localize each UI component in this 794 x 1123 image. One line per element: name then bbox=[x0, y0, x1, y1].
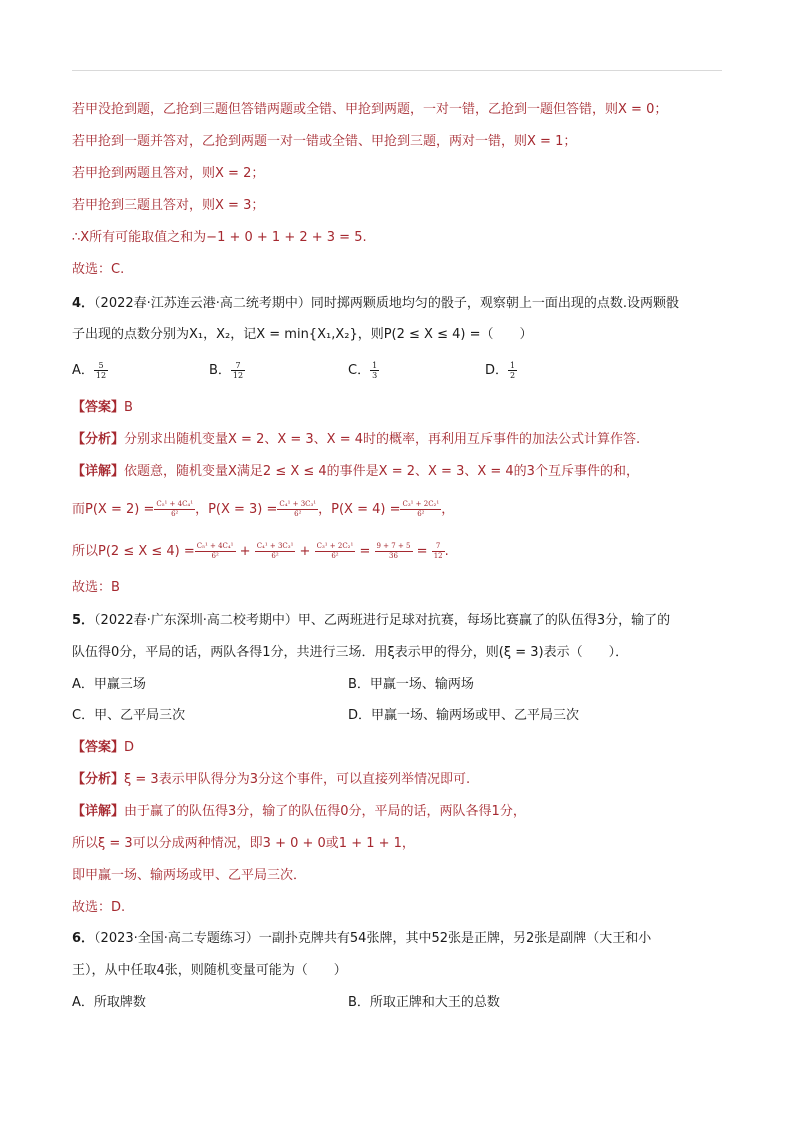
q4-analysis-line bbox=[72, 431, 640, 449]
q4-stem-line-1 bbox=[72, 295, 679, 313]
q5-option-d: D．甲赢一场、输两场或甲、乙平局三次 bbox=[348, 708, 580, 723]
header-rule bbox=[72, 70, 722, 71]
q5-option-c: C．甲、乙平局三次 bbox=[72, 708, 186, 723]
q4-detail-line-1 bbox=[72, 463, 639, 481]
q5-source: （2022春·广东深圳·高二校考期中） bbox=[94, 613, 298, 628]
probability-fraction-2: $\frac{\text{C₄¹ + 3C₃¹}}{\text{6²}}$ bbox=[279, 500, 317, 518]
formula-text: ，P(X = 4) = bbox=[318, 502, 401, 517]
detail-tag: 【详解】 bbox=[72, 804, 125, 819]
result-fraction: $\frac{7}{12}$ bbox=[433, 542, 443, 560]
q5-detail-line-2: 所以ξ = 3可以分成两种情况，即3 + 0 + 0或1 + 1 + 1， bbox=[72, 836, 415, 851]
q3-answer-line: 故选：C. bbox=[72, 262, 125, 277]
option-label: C． bbox=[348, 363, 371, 378]
q4-option-b bbox=[209, 361, 245, 380]
q5-detail-line-3: 即甲赢一场、输两场或甲、乙平局三次． bbox=[72, 868, 307, 883]
q6-option-b: B．所取正牌和大王的总数 bbox=[348, 995, 500, 1010]
q5-stem-1: 甲、乙两班进行足球对抗赛，每场比赛赢了的队伍得3分，输了的 bbox=[297, 613, 671, 628]
q5-stem-line-2: 队伍得0分，平局的话，两队各得1分，共进行三场．用ξ表示甲的得分，则(ξ = 3)表示（ ）． bbox=[72, 645, 629, 660]
answer-tag: 【答案】 bbox=[72, 400, 125, 415]
answer-tag: 【答案】 bbox=[72, 740, 125, 755]
answer-value: B bbox=[124, 400, 133, 415]
analysis-text: 分别求出随机变量X = 2、X = 3、X = 4时的概率，再利用互斥事件的加法公式计算作答. bbox=[124, 432, 641, 447]
option-fraction: $\frac{7}{12}$ bbox=[232, 361, 244, 380]
analysis-tag: 【分析】 bbox=[72, 432, 125, 447]
probability-fraction-1: $\frac{\text{C₅¹ + 4C₄¹}}{\text{6²}}$ bbox=[156, 500, 194, 518]
detail-text: 依题意，随机变量X满足2 ≤ X ≤ 4的事件是X = 2、X = 3、X = 4的3个互斥事件的和， bbox=[124, 464, 639, 479]
sum-fraction: $\frac{9 + 7 + 5}{36}$ bbox=[376, 542, 411, 560]
solution-line-3: 若甲抢到两题且答对，则X = 2； bbox=[72, 166, 265, 181]
answer-value: D bbox=[124, 740, 135, 755]
q5-stem-line-1 bbox=[72, 612, 670, 630]
q4-detail-line-3 bbox=[72, 542, 449, 561]
q6-option-a: A．所取牌数 bbox=[72, 995, 146, 1010]
q6-stem-line-1 bbox=[72, 930, 651, 948]
option-label: B． bbox=[209, 363, 231, 378]
q5-option-a: A．甲赢三场 bbox=[72, 677, 146, 692]
option-fraction: $\frac{1}{3}$ bbox=[372, 361, 378, 380]
detail-text: 由于赢了的队伍得3分，输了的队伍得0分，平局的话，两队各得1分， bbox=[124, 804, 526, 819]
q5-answer-line bbox=[72, 739, 134, 757]
q5-analysis-line bbox=[72, 771, 470, 789]
formula-text: 而P(X = 2) = bbox=[72, 502, 155, 517]
equals-sign: = bbox=[359, 544, 371, 559]
analysis-text: ξ = 3表示甲队得分为3分这个事件，可以直接列举情况即可. bbox=[124, 772, 471, 787]
sum-fraction-3: $\frac{\text{C₃¹ + 2C₂¹}}{\text{6²}}$ bbox=[316, 542, 354, 560]
q4-stem-1: 同时掷两颗质地均匀的骰子，观察朝上一面出现的点数.设两颗骰 bbox=[310, 296, 680, 311]
probability-fraction-3: $\frac{\text{C₃¹ + 2C₂¹}}{\text{6²}}$ bbox=[402, 500, 440, 518]
sum-fraction-2: $\frac{\text{C₄¹ + 3C₃¹}}{\text{6²}}$ bbox=[256, 542, 294, 560]
q4-source: （2022春·江苏连云港·高二统考期中） bbox=[94, 296, 311, 311]
option-fraction: $\frac{1}{2}$ bbox=[510, 361, 516, 380]
q5-option-b: B．甲赢一场、输两场 bbox=[348, 677, 474, 692]
option-label: D． bbox=[485, 363, 509, 378]
plus-sign: + bbox=[239, 544, 251, 559]
solution-line-2: 若甲抢到一题并答对，乙抢到两题一对一错或全错、甲抢到三题，两对一错，则X = 1； bbox=[72, 134, 577, 149]
formula-text: ，P(X = 3) = bbox=[195, 502, 278, 517]
solution-line-4: 若甲抢到三题且答对，则X = 3； bbox=[72, 198, 265, 213]
q4-option-c bbox=[348, 361, 379, 380]
q5-detail-line-1 bbox=[72, 803, 526, 821]
detail-tag: 【详解】 bbox=[72, 464, 125, 479]
formula-text: . bbox=[444, 544, 449, 559]
option-fraction: $\frac{5}{12}$ bbox=[95, 361, 107, 380]
solution-line-1: 若甲没抢到题，乙抢到三题但答错两题或全错、甲抢到两题，一对一错，乙抢到一题但答错，则X = 0； bbox=[72, 102, 668, 117]
q6-number: 6． bbox=[72, 931, 95, 946]
q6-stem-1: 一副扑克牌共有54张牌，其中52张是正牌，另2张是副牌（大王和小 bbox=[258, 931, 652, 946]
q5-number: 5． bbox=[72, 613, 95, 628]
q5-final-answer: 故选：D. bbox=[72, 900, 126, 915]
q4-option-d bbox=[485, 361, 517, 380]
analysis-tag: 【分析】 bbox=[72, 772, 125, 787]
sum-fraction-1: $\frac{\text{C₅¹ + 4C₄¹}}{\text{6²}}$ bbox=[196, 542, 234, 560]
q6-stem-line-2: 王），从中任取4张，则随机变量可能为（ ） bbox=[72, 963, 347, 978]
option-label: A． bbox=[72, 363, 94, 378]
q4-final-answer: 故选：B bbox=[72, 580, 120, 595]
q6-source: （2023·全国·高二专题练习） bbox=[94, 931, 259, 946]
equals-sign: = bbox=[416, 544, 428, 559]
q4-answer-line bbox=[72, 399, 133, 417]
formula-text: 所以P(2 ≤ X ≤ 4) = bbox=[72, 544, 195, 559]
q4-number: 4． bbox=[72, 296, 95, 311]
q4-detail-line-2 bbox=[72, 500, 454, 519]
solution-line-5: ∴X所有可能取值之和为−1 + 0 + 1 + 2 + 3 = 5. bbox=[72, 230, 367, 245]
q4-stem-line-2: 子出现的点数分别为X₁，X₂，记X = min{X₁,X₂}，则P(2 ≤ X ≤ 4) =（ ） bbox=[72, 327, 533, 342]
formula-text: ， bbox=[441, 502, 455, 517]
plus-sign: + bbox=[299, 544, 311, 559]
q4-option-a bbox=[72, 361, 108, 380]
